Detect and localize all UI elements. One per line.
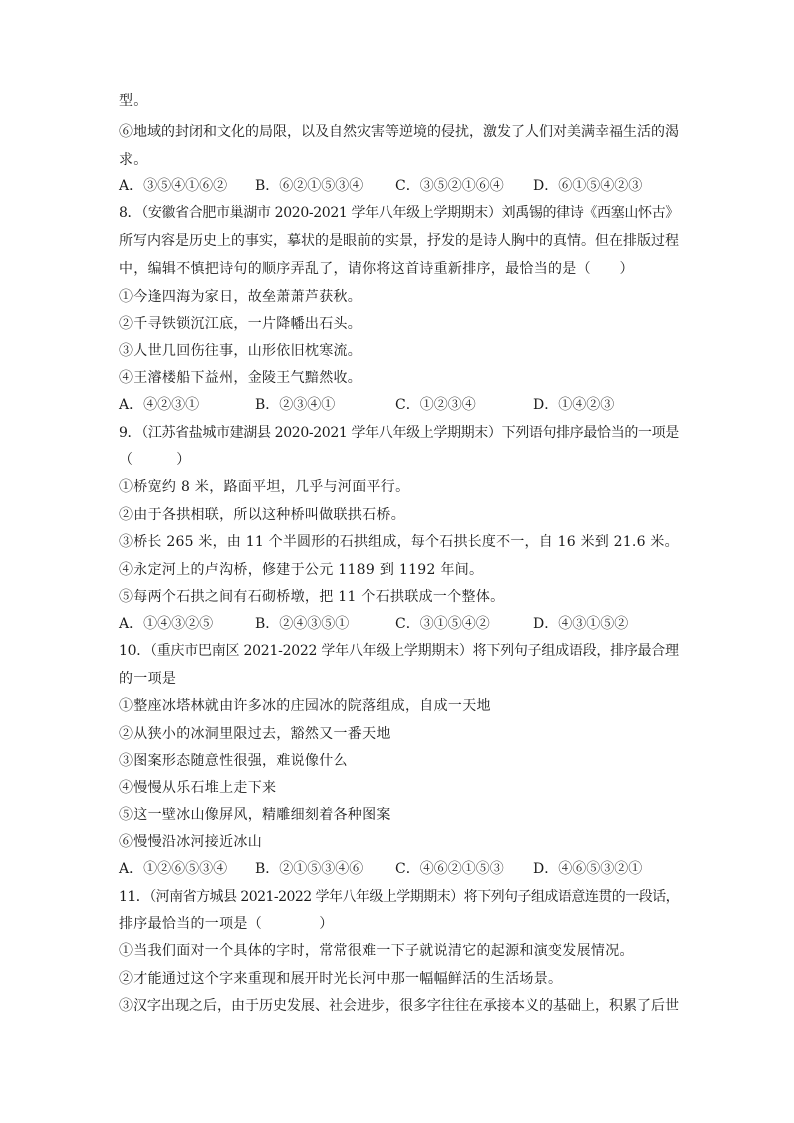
text-line: ①整座冰塔林就由许多冰的庄园冰的院落组成，自成一天地 [119,698,491,714]
text-line: ④永定河上的卢沟桥，修建于公元 1189 到 1192 年间。 [119,562,484,578]
option-d: D．④⑥⑤③②① [533,861,643,877]
text-line: ②从狭小的冰洞里限过去，豁然又一番天地 [119,726,391,742]
text-line: ②才能通过这个字来重现和展开时光长河中那一幅幅鲜活的生活场景。 [119,971,563,987]
text-line: ③桥长 265 米，由 11 个半圆形的石拱组成，每个石拱长度不一，自 16 米到 21.6 米。 [119,534,679,550]
option-a: A．①②⑥⑤③④ [119,861,228,877]
option-b: B．②①⑤③④⑥ [255,861,364,877]
option-a: A．③⑤④①⑥② [119,178,228,194]
option-c: C．③①⑤④② [395,616,490,632]
question-11-stem: 11．（河南省方城县 2021-2022 学年八年级上学期期末）将下列句子组成语意连贯的一段话， [119,889,680,905]
option-d: D．①④②③ [533,397,615,413]
text-line: 所写内容是历史上的事实，摹状的是眼前的实景，抒发的是诗人胸中的真情。但在排版过程 [119,233,679,249]
text-line: 中，编辑不慎把诗句的顺序弄乱了，请你将这首诗重新排序，最恰当的是（ ） [119,261,634,277]
option-c: C．③⑤②①⑥④ [395,178,504,194]
option-c: C．①②③④ [395,397,476,413]
text-line: ②由于各拱相联，所以这种桥叫做联拱石桥。 [119,507,405,523]
text-line: ①今逢四海为家日，故垒萧萧芦获秋。 [119,289,363,305]
options-row-q10 [119,859,679,879]
option-d: D．⑥①⑤④②③ [533,178,643,194]
text-line: ②千寻铁锁沉江底，一片降幡出石头。 [119,316,363,332]
option-a: A．①④③②⑤ [119,616,214,632]
text-line: 的一项是 [119,671,177,687]
option-b: B．⑥②①⑤③④ [255,178,364,194]
option-b: B．②③④① [255,397,336,413]
text-line: ⑥地域的封闭和文化的局限，以及自然灾害等逆境的侵扰，激发了人们对美满幸福生活的渴 [119,124,679,140]
text-line: ①桥宽约 8 米，路面平坦，几乎与河面平行。 [119,479,410,495]
options-row-q9 [119,614,679,634]
option-d: D．④③①⑤② [533,616,629,632]
text-line: （ ） [119,452,191,468]
text-line: ⑤这一壁冰山像屏风，精雕细刻着各种图案 [119,807,391,823]
question-8-stem: 8．（安徽省合肥市巢湖市 2020-2021 学年八年级上学期期末）刘禹锡的律诗《西塞山怀古》 [119,205,679,221]
text-line: 型。 [119,93,148,109]
text-line: 求。 [119,152,148,168]
option-b: B．②④③⑤① [255,616,350,632]
text-line: ③图案形态随意性很强，难说像什么 [119,753,348,769]
text-line: ①当我们面对一个具体的字时，常常很难一下子就说清它的起源和演变发展情况。 [119,943,634,959]
question-9-stem: 9．（江苏省盐城市建湖县 2020-2021 学年八年级上学期期末）下列语句排序最恰当的一项是 [119,425,679,441]
option-c: C．④⑥②①⑤③ [395,861,504,877]
text-line: ④王濬楼船下益州，金陵王气黯然收。 [119,370,363,386]
text-line: ⑤每两个石拱之间有石砌桥墩，把 11 个石拱联成一个整体。 [119,589,505,605]
text-line: ③汉字出现之后，由于历史发展、社会进步，很多字往往在承接本义的基础上，积累了后世 [119,998,679,1014]
options-row-q8 [119,395,679,415]
text-line: ④慢慢从乐石堆上走下来 [119,780,277,796]
text-line: ⑥慢慢沿冰河接近冰山 [119,834,262,850]
question-10-stem: 10．（重庆市巴南区 2021-2022 学年八年级上学期期末）将下列句子组成语段，排序最合理 [119,643,679,659]
text-line: 排序最恰当的一项是（ ） [119,916,334,932]
text-line: ③人世几回伤往事，山形依旧枕寒流。 [119,343,363,359]
option-a: A．④②③① [119,397,200,413]
options-row-q7 [119,176,679,196]
